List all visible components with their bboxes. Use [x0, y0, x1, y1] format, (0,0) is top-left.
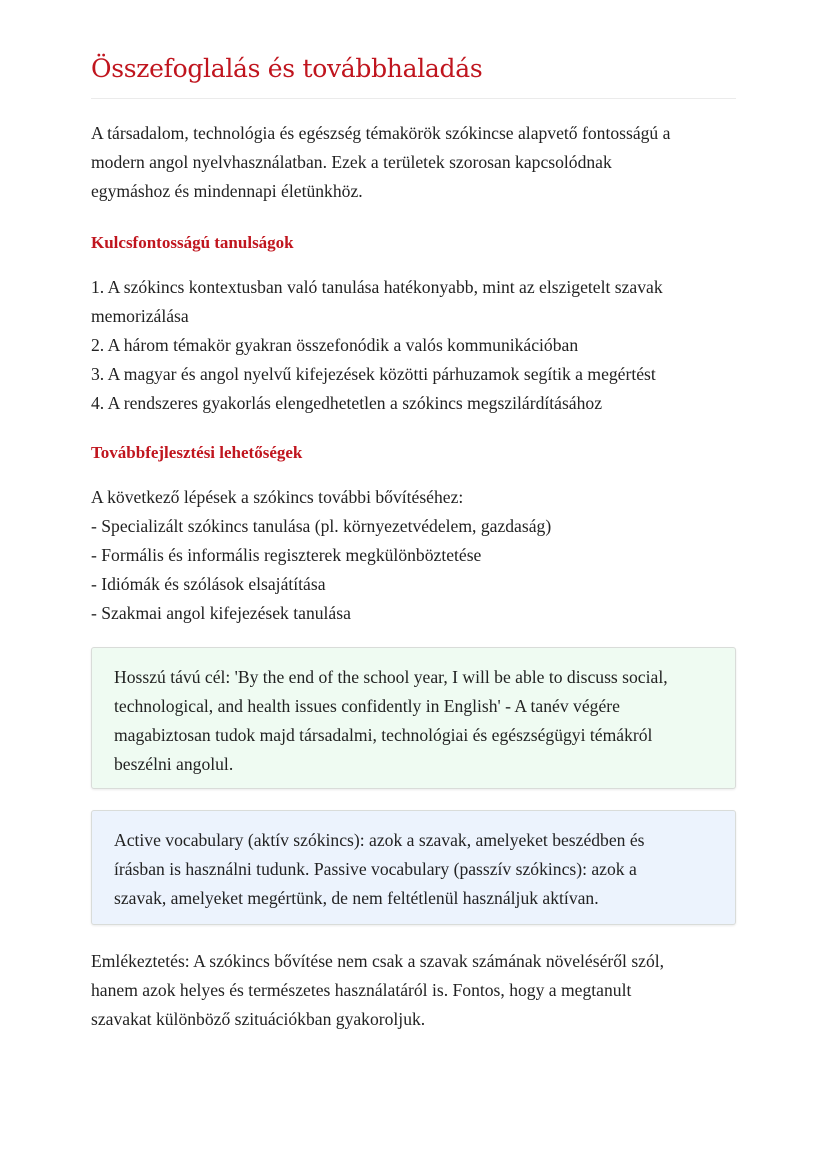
list-item: - Specializált szókincs tanulása (pl. környezetvédelem, gazdaság) — [91, 516, 552, 536]
development-heading: Továbbfejlesztési lehetőségek — [91, 443, 303, 462]
list-item: 3. A magyar és angol nyelvű kifejezések közötti párhuzamok segítik a megértést — [91, 364, 656, 384]
vocab-line: írásban is használni tudunk. Passive vocabulary (passzív szókincs): azok a — [114, 859, 637, 879]
goal-line: technological, and health issues confidently in English' - A tanév végére — [114, 696, 620, 716]
list-item: - Formális és informális regiszterek megkülönböztetése — [91, 545, 482, 565]
intro-line: modern angol nyelvhasználatban. Ezek a területek szorosan kapcsolódnak — [91, 152, 612, 172]
vocabulary-info-box — [91, 810, 736, 925]
goal-line: beszélni angolul. — [114, 754, 234, 774]
intro-line: egymáshoz és mindennapi életünkhöz. — [91, 181, 363, 201]
goal-callout-box — [91, 647, 736, 789]
vocab-line: szavak, amelyeket megértünk, de nem feltétlenül használjuk aktívan. — [114, 888, 599, 908]
reminder-line: szavakat különböző szituációkban gyakoroljuk. — [91, 1009, 426, 1029]
list-item: 2. A három témakör gyakran összefonódik a valós kommunikációban — [91, 335, 579, 355]
list-item: memorizálása — [91, 306, 189, 326]
reminder-line: hanem azok helyes és természetes használatáról is. Fontos, hogy a megtanult — [91, 980, 632, 1000]
list-item: 1. A szókincs kontextusban való tanulása hatékonyabb, mint az elszigetelt szavak — [91, 277, 663, 297]
page-title: Összefoglalás és továbbhaladás — [91, 54, 483, 83]
intro-paragraph — [91, 119, 736, 206]
development-list — [91, 483, 736, 628]
list-item: 4. A rendszeres gyakorlás elengedhetetlen a szókincs megszilárdításához — [91, 393, 603, 413]
reminder-paragraph — [91, 947, 736, 1034]
title-divider — [91, 98, 736, 99]
list-item: A következő lépések a szókincs további bővítéséhez: — [91, 487, 464, 507]
goal-line: magabiztosan tudok majd társadalmi, technológiai és egészségügyi témákról — [114, 725, 653, 745]
intro-line: A társadalom, technológia és egészség témakörök szókincse alapvető fontosságú a — [91, 123, 671, 143]
key-lessons-heading: Kulcsfontosságú tanulságok — [91, 233, 294, 252]
vocab-line: Active vocabulary (aktív szókincs): azok a szavak, amelyeket beszédben és — [114, 830, 645, 850]
key-lessons-list — [91, 273, 736, 418]
reminder-line: Emlékeztetés: A szókincs bővítése nem csak a szavak számának növeléséről szól, — [91, 951, 665, 971]
list-item: - Szakmai angol kifejezések tanulása — [91, 603, 351, 623]
list-item: - Idiómák és szólások elsajátítása — [91, 574, 326, 594]
goal-line: Hosszú távú cél: 'By the end of the school year, I will be able to discuss social, — [114, 667, 668, 687]
